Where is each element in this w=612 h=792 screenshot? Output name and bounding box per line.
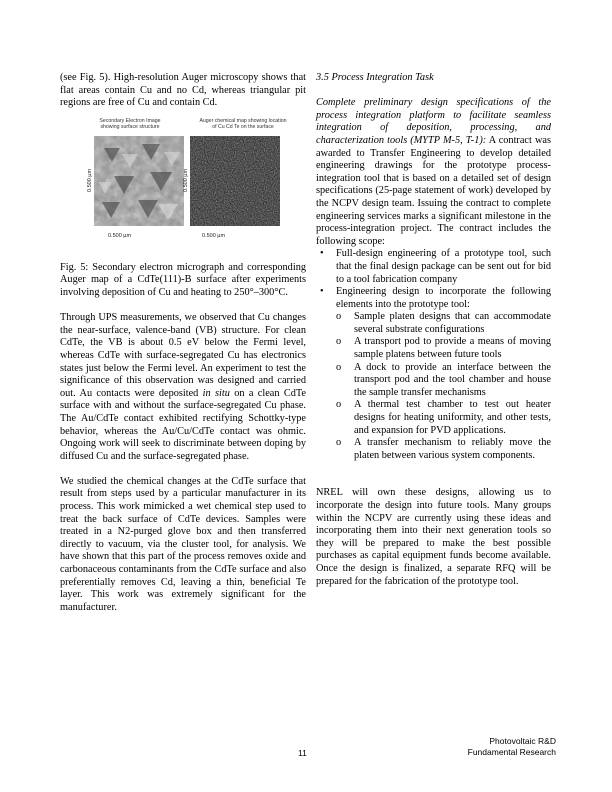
sub-list-item — [336, 437, 551, 462]
sub-bullet-marker: o — [336, 361, 342, 373]
sem-label-line-2: showing surface structure — [100, 123, 160, 130]
sem-label-line-1: Secondary Electron Image — [99, 117, 161, 124]
paragraph-nrel-designs: NREL will own these designs, allowing us to incorporate the design into future tools. Many groups within the NCPV are currently using these ideas and incorporating them into their next generation tools so they will be prepared to make the best possible purchases as capital equipment funds become available. Once the design is finalized, a separate RFQ will be prepared for the fabrication of the prototype tool. — [316, 487, 551, 587]
sem-micrograph-image — [94, 136, 184, 226]
ups-in-situ: in situ — [202, 387, 230, 399]
footer-line-2: Fundamental Research — [467, 747, 556, 757]
sem-label — [90, 118, 170, 130]
process-integration-italic: Complete preliminary design specifications of the process integration platform to facilitate seamless integration of deposition, processing, and characterization tools (MYTP M-5, T-1): — [316, 97, 551, 146]
auger-label — [188, 118, 298, 130]
auger-bottom-scale: 0.500 µm — [202, 232, 226, 239]
paragraph-ups — [60, 312, 306, 463]
process-integration-text: A contract was awarded to Transfer Engineering to develop detailed engineering drawings for the prototype process-integration tool that is based on a detailed set of design specifications (25-page statement of work) developed by the NCPV design team. Issuing the contract to complete engineering services marks a significant milestone in the process-integration project. The contract includes the following scope: — [316, 134, 551, 247]
list-item-text: Full-design engineering of a prototype tool, such that the final design package can be sent out for bid to a tool fabrication company — [336, 248, 551, 285]
elements-sublist — [336, 311, 551, 462]
sub-list-item-text: A transport pod to provide a means of moving sample platens between future tools — [354, 336, 551, 361]
sub-list-item-text: Sample platen designs that can accommodate several substrate configurations — [354, 311, 551, 335]
paragraph-intro: (see Fig. 5). High-resolution Auger microscopy shows that flat areas contain Cu and no Cd, whereas triangular pit regions are free of Cu and contain Cd. — [60, 72, 306, 109]
auger-label-line-2: of Cu Cd Te on the surface — [212, 123, 274, 130]
footer-running-title — [468, 736, 556, 758]
paragraph-process-integration — [316, 97, 551, 248]
auger-label-line-1: Auger chemical map showing location — [199, 117, 287, 124]
sub-list-item — [336, 311, 551, 336]
list-item — [316, 248, 551, 286]
bullet-marker: • — [320, 248, 324, 260]
sub-bullet-marker: o — [336, 399, 342, 411]
footer-line-1: Photovoltaic R&D — [489, 736, 556, 746]
sub-bullet-marker: o — [336, 311, 342, 323]
sub-list-item — [336, 362, 551, 400]
figure-5 — [60, 116, 306, 244]
sub-list-item-text: A dock to provide an interface between the transport pod and the tool chamber and house the sample transfer mechanisms — [354, 361, 551, 398]
left-column — [60, 72, 306, 614]
ups-text-b: on a clean CdTe surface with and without the surface-segregated Cu phase. The Au/CdTe contact exhibited rectifying Schottky-type behavior, whereas the Au/Cu/CdTe contact was ohmic. Ongoing work will seek to discriminate between doping by diffused Cu and the surface-segregated phase. — [60, 387, 306, 462]
sub-list-item — [336, 336, 551, 361]
sem-bottom-scale: 0.500 µm — [108, 232, 132, 239]
right-column — [316, 72, 551, 588]
sub-list-item — [336, 399, 551, 437]
auger-side-scale: 0.500 µm — [183, 168, 189, 192]
figure-caption: Fig. 5: Secondary electron micrograph and corresponding Auger map of a CdTe(111)-B surface after experiments involving deposition of Cu and heating to 250°–300°C. — [60, 261, 306, 298]
scope-list — [316, 248, 551, 462]
sub-bullet-marker: o — [336, 437, 342, 449]
sub-bullet-marker: o — [336, 336, 342, 348]
sem-side-scale: 0.500 µm — [87, 168, 93, 192]
list-item-text: Engineering design to incorporate the following elements into the prototype tool: — [336, 286, 551, 310]
page-number: 11 — [298, 748, 307, 758]
auger-map-image — [190, 136, 280, 226]
list-item — [316, 286, 551, 462]
ups-text-a: Through UPS measurements, we observed that Cu changes the near-surface, valence-band (VB) structure. For clean CdTe, the VB is about 0.5 eV below the Fermi level, whereas CdTe with surface-segregated Cu has electronics states just below the Fermi level. An experiment to test the significance of this observation was designed and carried out. Au contacts were deposited — [60, 312, 306, 399]
bullet-marker: • — [320, 286, 324, 298]
sub-list-item-text: A thermal test chamber to test out heater designs for heating uniformity, and other tests, and expansion for PVD applications. — [354, 399, 551, 436]
section-title: 3.5 Process Integration Task — [316, 72, 434, 83]
paragraph-chemical-changes: We studied the chemical changes at the CdTe surface that result from steps used by a particular manufacturer in its process. This work mimicked a wet chemical step used to treat the back surface of CdTe devices. Samples were treated in a N2-purged glove box and then transferred directly to vacuum, via the cluster tool, for analysis. We have shown that this part of the process removes oxide and carbonaceous contaminants from the CdTe surface and also preferentially removes Cd, leaving a thin, beneficial Te layer. This work was extremely significant for the manufacturer. — [60, 475, 306, 613]
sub-list-item-text: A transfer mechanism to reliably move the platen between various system components. — [354, 437, 551, 461]
